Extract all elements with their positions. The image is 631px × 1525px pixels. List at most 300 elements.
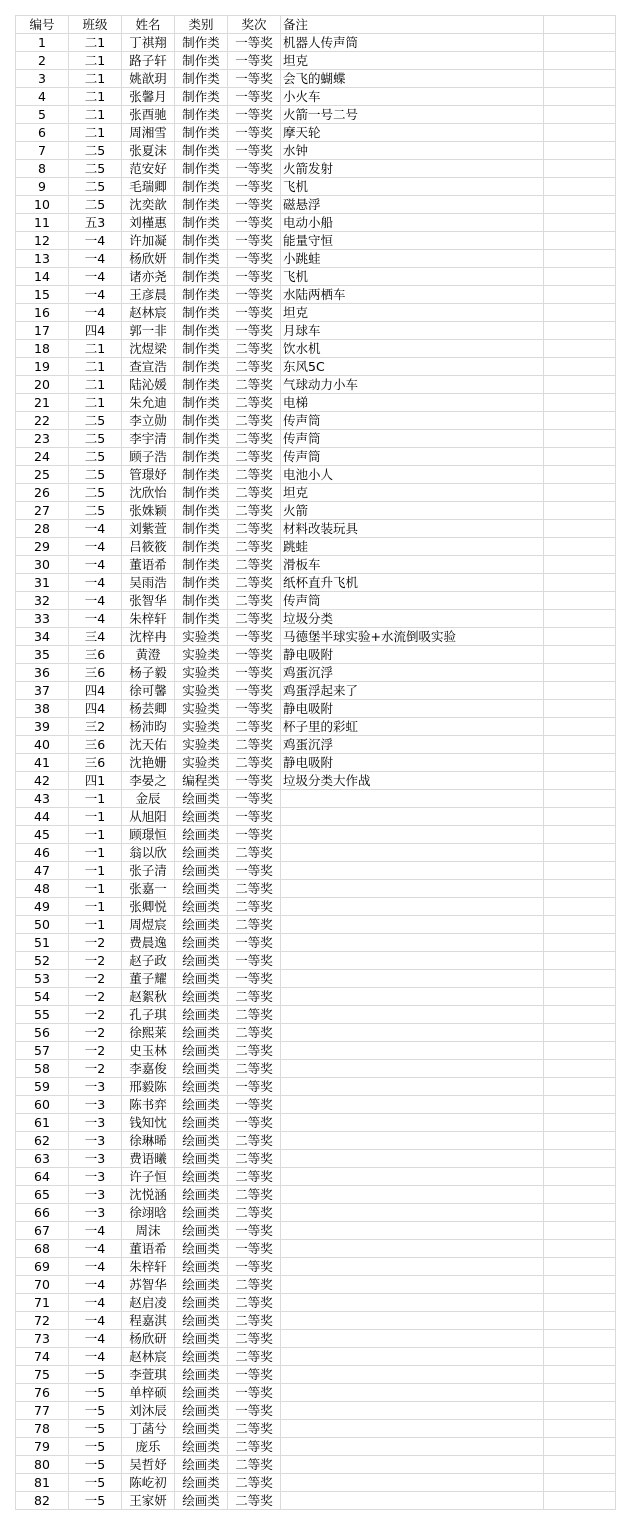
name-cell[interactable]: 刘沐辰 [122,1402,175,1420]
class-cell[interactable]: 三6 [69,646,122,664]
number-cell[interactable]: 82 [16,1492,69,1510]
number-cell[interactable]: 75 [16,1366,69,1384]
award-cell[interactable]: 二等奖 [228,556,281,574]
number-cell[interactable]: 5 [16,106,69,124]
class-cell[interactable]: 一2 [69,1006,122,1024]
remark-cell[interactable]: 摩天轮 [281,124,544,142]
class-cell[interactable]: 一4 [69,538,122,556]
award-cell[interactable]: 一等奖 [228,862,281,880]
award-cell[interactable]: 一等奖 [228,826,281,844]
award-cell[interactable]: 一等奖 [228,664,281,682]
award-cell[interactable]: 一等奖 [228,286,281,304]
category-cell[interactable]: 绘画类 [175,1438,228,1456]
remark-cell[interactable] [281,1042,544,1060]
remark-cell[interactable]: 材料改装玩具 [281,520,544,538]
name-cell[interactable]: 张嘉一 [122,880,175,898]
award-cell[interactable]: 一等奖 [228,178,281,196]
name-cell[interactable]: 许子恒 [122,1168,175,1186]
name-cell[interactable]: 邢毅陈 [122,1078,175,1096]
award-cell[interactable]: 一等奖 [228,1366,281,1384]
name-cell[interactable]: 吴雨浩 [122,574,175,592]
category-cell[interactable]: 绘画类 [175,1222,228,1240]
remark-cell[interactable] [281,1222,544,1240]
number-cell[interactable]: 30 [16,556,69,574]
name-cell[interactable]: 费语曦 [122,1150,175,1168]
remark-cell[interactable] [281,1330,544,1348]
empty-cell[interactable] [544,412,616,430]
award-cell[interactable]: 二等奖 [228,1492,281,1510]
award-cell[interactable]: 二等奖 [228,718,281,736]
category-cell[interactable]: 绘画类 [175,1312,228,1330]
name-cell[interactable]: 徐翊晗 [122,1204,175,1222]
class-cell[interactable]: 一3 [69,1186,122,1204]
name-cell[interactable]: 范安好 [122,160,175,178]
empty-cell[interactable] [544,1132,616,1150]
award-cell[interactable]: 一等奖 [228,106,281,124]
class-cell[interactable]: 一1 [69,808,122,826]
remark-cell[interactable]: 能量守恒 [281,232,544,250]
name-cell[interactable]: 赵林宸 [122,304,175,322]
number-cell[interactable]: 13 [16,250,69,268]
award-cell[interactable]: 二等奖 [228,880,281,898]
class-cell[interactable]: 二5 [69,160,122,178]
name-cell[interactable]: 金辰 [122,790,175,808]
category-cell[interactable]: 绘画类 [175,1348,228,1366]
name-cell[interactable]: 顾璟恒 [122,826,175,844]
remark-cell[interactable]: 气球动力小车 [281,376,544,394]
remark-cell[interactable]: 滑板车 [281,556,544,574]
award-cell[interactable]: 二等奖 [228,520,281,538]
number-cell[interactable]: 31 [16,574,69,592]
empty-cell[interactable] [544,952,616,970]
number-cell[interactable]: 54 [16,988,69,1006]
remark-cell[interactable] [281,1006,544,1024]
category-cell[interactable]: 实验类 [175,736,228,754]
class-cell[interactable]: 一4 [69,304,122,322]
award-cell[interactable]: 二等奖 [228,1150,281,1168]
remark-cell[interactable]: 东风5C [281,358,544,376]
empty-cell[interactable] [544,394,616,412]
name-cell[interactable]: 刘槿惠 [122,214,175,232]
number-cell[interactable]: 46 [16,844,69,862]
class-cell[interactable]: 一3 [69,1078,122,1096]
award-cell[interactable]: 二等奖 [228,610,281,628]
name-cell[interactable]: 查宣浩 [122,358,175,376]
name-cell[interactable]: 陆沁媛 [122,376,175,394]
empty-cell[interactable] [544,1402,616,1420]
category-cell[interactable]: 绘画类 [175,898,228,916]
name-cell[interactable]: 张卿悦 [122,898,175,916]
award-cell[interactable]: 二等奖 [228,574,281,592]
award-cell[interactable]: 二等奖 [228,430,281,448]
award-cell[interactable]: 一等奖 [228,970,281,988]
class-cell[interactable]: 一4 [69,592,122,610]
category-cell[interactable]: 绘画类 [175,988,228,1006]
class-cell[interactable]: 三6 [69,754,122,772]
empty-cell[interactable] [544,700,616,718]
award-cell[interactable]: 二等奖 [228,898,281,916]
number-cell[interactable]: 76 [16,1384,69,1402]
category-cell[interactable]: 绘画类 [175,844,228,862]
number-cell[interactable]: 19 [16,358,69,376]
empty-cell[interactable] [544,70,616,88]
number-cell[interactable]: 69 [16,1258,69,1276]
remark-cell[interactable]: 传声筒 [281,430,544,448]
category-cell[interactable]: 绘画类 [175,970,228,988]
number-cell[interactable]: 29 [16,538,69,556]
remark-cell[interactable] [281,1258,544,1276]
number-cell[interactable]: 8 [16,160,69,178]
remark-cell[interactable]: 传声筒 [281,412,544,430]
empty-cell[interactable] [544,610,616,628]
class-cell[interactable]: 一2 [69,1024,122,1042]
category-cell[interactable]: 制作类 [175,358,228,376]
category-cell[interactable]: 实验类 [175,754,228,772]
empty-cell[interactable] [544,1240,616,1258]
name-cell[interactable]: 杨芸卿 [122,700,175,718]
award-cell[interactable]: 一等奖 [228,214,281,232]
class-cell[interactable]: 五3 [69,214,122,232]
remark-cell[interactable] [281,970,544,988]
award-cell[interactable]: 一等奖 [228,70,281,88]
award-cell[interactable]: 一等奖 [228,322,281,340]
number-cell[interactable]: 41 [16,754,69,772]
category-cell[interactable]: 绘画类 [175,1420,228,1438]
class-cell[interactable]: 一1 [69,916,122,934]
class-cell[interactable]: 一3 [69,1114,122,1132]
class-cell[interactable]: 一3 [69,1204,122,1222]
name-cell[interactable]: 姚歆玥 [122,70,175,88]
empty-cell[interactable] [544,574,616,592]
remark-cell[interactable] [281,790,544,808]
category-cell[interactable]: 绘画类 [175,1258,228,1276]
remark-cell[interactable] [281,1294,544,1312]
name-cell[interactable]: 沈天佑 [122,736,175,754]
class-cell[interactable]: 二5 [69,466,122,484]
remark-cell[interactable]: 火箭一号二号 [281,106,544,124]
name-cell[interactable]: 张酉驰 [122,106,175,124]
remark-cell[interactable]: 电池小人 [281,466,544,484]
award-cell[interactable]: 一等奖 [228,160,281,178]
name-cell[interactable]: 苏智华 [122,1276,175,1294]
remark-cell[interactable] [281,1456,544,1474]
number-cell[interactable]: 9 [16,178,69,196]
number-cell[interactable]: 20 [16,376,69,394]
remark-cell[interactable] [281,1168,544,1186]
name-cell[interactable]: 史玉林 [122,1042,175,1060]
empty-cell[interactable] [544,1330,616,1348]
empty-cell[interactable] [544,1492,616,1510]
name-cell[interactable]: 许加凝 [122,232,175,250]
empty-cell[interactable] [544,16,616,34]
number-cell[interactable]: 70 [16,1276,69,1294]
category-cell[interactable]: 绘画类 [175,1150,228,1168]
name-cell[interactable]: 王彦晨 [122,286,175,304]
number-cell[interactable]: 27 [16,502,69,520]
class-cell[interactable]: 一2 [69,988,122,1006]
number-cell[interactable]: 40 [16,736,69,754]
remark-cell[interactable]: 跳蛙 [281,538,544,556]
remark-cell[interactable]: 小火车 [281,88,544,106]
empty-cell[interactable] [544,970,616,988]
empty-cell[interactable] [544,214,616,232]
header-cell-award[interactable]: 奖次 [228,16,281,34]
class-cell[interactable]: 四1 [69,772,122,790]
class-cell[interactable]: 一4 [69,1294,122,1312]
class-cell[interactable]: 一4 [69,268,122,286]
empty-cell[interactable] [544,1150,616,1168]
class-cell[interactable]: 二1 [69,124,122,142]
award-cell[interactable]: 一等奖 [228,1096,281,1114]
award-cell[interactable]: 二等奖 [228,754,281,772]
remark-cell[interactable] [281,1474,544,1492]
name-cell[interactable]: 诸亦尧 [122,268,175,286]
category-cell[interactable]: 绘画类 [175,1132,228,1150]
award-cell[interactable]: 一等奖 [228,934,281,952]
empty-cell[interactable] [544,304,616,322]
name-cell[interactable]: 周沫 [122,1222,175,1240]
remark-cell[interactable] [281,826,544,844]
award-cell[interactable]: 二等奖 [228,412,281,430]
award-cell[interactable]: 二等奖 [228,1204,281,1222]
category-cell[interactable]: 制作类 [175,610,228,628]
category-cell[interactable]: 绘画类 [175,1456,228,1474]
class-cell[interactable]: 四4 [69,682,122,700]
number-cell[interactable]: 42 [16,772,69,790]
category-cell[interactable]: 绘画类 [175,1024,228,1042]
empty-cell[interactable] [544,34,616,52]
header-cell-remark[interactable]: 备注 [281,16,544,34]
empty-cell[interactable] [544,718,616,736]
remark-cell[interactable] [281,1186,544,1204]
name-cell[interactable]: 周煜宸 [122,916,175,934]
empty-cell[interactable] [544,106,616,124]
empty-cell[interactable] [544,1420,616,1438]
name-cell[interactable]: 朱梓轩 [122,610,175,628]
empty-cell[interactable] [544,430,616,448]
class-cell[interactable]: 二1 [69,88,122,106]
class-cell[interactable]: 一4 [69,1258,122,1276]
class-cell[interactable]: 一5 [69,1384,122,1402]
name-cell[interactable]: 杨沛昀 [122,718,175,736]
number-cell[interactable]: 33 [16,610,69,628]
number-cell[interactable]: 78 [16,1420,69,1438]
empty-cell[interactable] [544,160,616,178]
number-cell[interactable]: 6 [16,124,69,142]
award-cell[interactable]: 二等奖 [228,1348,281,1366]
remark-cell[interactable] [281,988,544,1006]
category-cell[interactable]: 绘画类 [175,1078,228,1096]
number-cell[interactable]: 45 [16,826,69,844]
category-cell[interactable]: 实验类 [175,628,228,646]
category-cell[interactable]: 制作类 [175,88,228,106]
remark-cell[interactable]: 小跳蛙 [281,250,544,268]
name-cell[interactable]: 沈梓冉 [122,628,175,646]
name-cell[interactable]: 庞乐 [122,1438,175,1456]
empty-cell[interactable] [544,502,616,520]
empty-cell[interactable] [544,592,616,610]
name-cell[interactable]: 吕筱筱 [122,538,175,556]
empty-cell[interactable] [544,1348,616,1366]
number-cell[interactable]: 61 [16,1114,69,1132]
class-cell[interactable]: 二1 [69,34,122,52]
category-cell[interactable]: 制作类 [175,466,228,484]
name-cell[interactable]: 李嘉俊 [122,1060,175,1078]
empty-cell[interactable] [544,1366,616,1384]
class-cell[interactable]: 二1 [69,70,122,88]
empty-cell[interactable] [544,934,616,952]
empty-cell[interactable] [544,1438,616,1456]
class-cell[interactable]: 一4 [69,1276,122,1294]
class-cell[interactable]: 一4 [69,574,122,592]
class-cell[interactable]: 二1 [69,52,122,70]
award-cell[interactable]: 一等奖 [228,790,281,808]
award-cell[interactable]: 一等奖 [228,682,281,700]
class-cell[interactable]: 二5 [69,196,122,214]
award-cell[interactable]: 二等奖 [228,844,281,862]
number-cell[interactable]: 23 [16,430,69,448]
award-cell[interactable]: 一等奖 [228,34,281,52]
name-cell[interactable]: 张夏沫 [122,142,175,160]
category-cell[interactable]: 绘画类 [175,880,228,898]
award-cell[interactable]: 一等奖 [228,1078,281,1096]
name-cell[interactable]: 赵启凌 [122,1294,175,1312]
number-cell[interactable]: 49 [16,898,69,916]
award-cell[interactable]: 一等奖 [228,88,281,106]
number-cell[interactable]: 25 [16,466,69,484]
name-cell[interactable]: 管璟妤 [122,466,175,484]
award-cell[interactable]: 一等奖 [228,952,281,970]
category-cell[interactable]: 制作类 [175,160,228,178]
remark-cell[interactable] [281,1024,544,1042]
award-cell[interactable]: 二等奖 [228,1042,281,1060]
remark-cell[interactable] [281,1348,544,1366]
name-cell[interactable]: 翁以欣 [122,844,175,862]
name-cell[interactable]: 徐琳晞 [122,1132,175,1150]
empty-cell[interactable] [544,1186,616,1204]
name-cell[interactable]: 李晏之 [122,772,175,790]
category-cell[interactable]: 制作类 [175,106,228,124]
category-cell[interactable]: 绘画类 [175,826,228,844]
number-cell[interactable]: 1 [16,34,69,52]
number-cell[interactable]: 81 [16,1474,69,1492]
remark-cell[interactable] [281,952,544,970]
category-cell[interactable]: 制作类 [175,412,228,430]
category-cell[interactable]: 绘画类 [175,790,228,808]
number-cell[interactable]: 37 [16,682,69,700]
class-cell[interactable]: 二1 [69,340,122,358]
number-cell[interactable]: 22 [16,412,69,430]
name-cell[interactable]: 徐可馨 [122,682,175,700]
number-cell[interactable]: 67 [16,1222,69,1240]
number-cell[interactable]: 57 [16,1042,69,1060]
remark-cell[interactable]: 火箭 [281,502,544,520]
award-cell[interactable]: 二等奖 [228,538,281,556]
class-cell[interactable]: 一5 [69,1492,122,1510]
award-cell[interactable]: 二等奖 [228,502,281,520]
class-cell[interactable]: 四4 [69,700,122,718]
number-cell[interactable]: 77 [16,1402,69,1420]
award-cell[interactable]: 一等奖 [228,1402,281,1420]
name-cell[interactable]: 张智华 [122,592,175,610]
empty-cell[interactable] [544,1474,616,1492]
number-cell[interactable]: 43 [16,790,69,808]
name-cell[interactable]: 费晨逸 [122,934,175,952]
empty-cell[interactable] [544,142,616,160]
number-cell[interactable]: 51 [16,934,69,952]
remark-cell[interactable] [281,1150,544,1168]
category-cell[interactable]: 制作类 [175,178,228,196]
empty-cell[interactable] [544,124,616,142]
category-cell[interactable]: 制作类 [175,286,228,304]
remark-cell[interactable]: 会飞的蝴蝶 [281,70,544,88]
number-cell[interactable]: 59 [16,1078,69,1096]
category-cell[interactable]: 制作类 [175,34,228,52]
empty-cell[interactable] [544,1312,616,1330]
category-cell[interactable]: 制作类 [175,124,228,142]
class-cell[interactable]: 一3 [69,1096,122,1114]
empty-cell[interactable] [544,232,616,250]
empty-cell[interactable] [544,466,616,484]
award-cell[interactable]: 二等奖 [228,394,281,412]
empty-cell[interactable] [544,844,616,862]
class-cell[interactable]: 一5 [69,1420,122,1438]
award-cell[interactable]: 二等奖 [228,1438,281,1456]
name-cell[interactable]: 杨子毅 [122,664,175,682]
class-cell[interactable]: 一1 [69,898,122,916]
empty-cell[interactable] [544,1294,616,1312]
empty-cell[interactable] [544,862,616,880]
remark-cell[interactable] [281,862,544,880]
category-cell[interactable]: 绘画类 [175,1366,228,1384]
name-cell[interactable]: 李萱琪 [122,1366,175,1384]
remark-cell[interactable]: 水钟 [281,142,544,160]
number-cell[interactable]: 58 [16,1060,69,1078]
category-cell[interactable]: 制作类 [175,268,228,286]
award-cell[interactable]: 二等奖 [228,466,281,484]
name-cell[interactable]: 顾子浩 [122,448,175,466]
number-cell[interactable]: 71 [16,1294,69,1312]
number-cell[interactable]: 34 [16,628,69,646]
award-cell[interactable]: 一等奖 [228,268,281,286]
number-cell[interactable]: 24 [16,448,69,466]
remark-cell[interactable]: 杯子里的彩虹 [281,718,544,736]
name-cell[interactable]: 王家妍 [122,1492,175,1510]
name-cell[interactable]: 陈书弈 [122,1096,175,1114]
award-cell[interactable]: 一等奖 [228,1222,281,1240]
header-cell-name[interactable]: 姓名 [122,16,175,34]
empty-cell[interactable] [544,1042,616,1060]
award-cell[interactable]: 一等奖 [228,628,281,646]
category-cell[interactable]: 制作类 [175,502,228,520]
class-cell[interactable]: 一4 [69,1330,122,1348]
number-cell[interactable]: 38 [16,700,69,718]
number-cell[interactable]: 50 [16,916,69,934]
award-cell[interactable]: 二等奖 [228,736,281,754]
class-cell[interactable]: 一5 [69,1456,122,1474]
class-cell[interactable]: 一5 [69,1438,122,1456]
category-cell[interactable]: 绘画类 [175,1060,228,1078]
empty-cell[interactable] [544,1168,616,1186]
class-cell[interactable]: 二1 [69,358,122,376]
remark-cell[interactable]: 电梯 [281,394,544,412]
name-cell[interactable]: 郭一非 [122,322,175,340]
remark-cell[interactable] [281,1492,544,1510]
empty-cell[interactable] [544,646,616,664]
number-cell[interactable]: 52 [16,952,69,970]
award-cell[interactable]: 一等奖 [228,1240,281,1258]
category-cell[interactable]: 制作类 [175,484,228,502]
